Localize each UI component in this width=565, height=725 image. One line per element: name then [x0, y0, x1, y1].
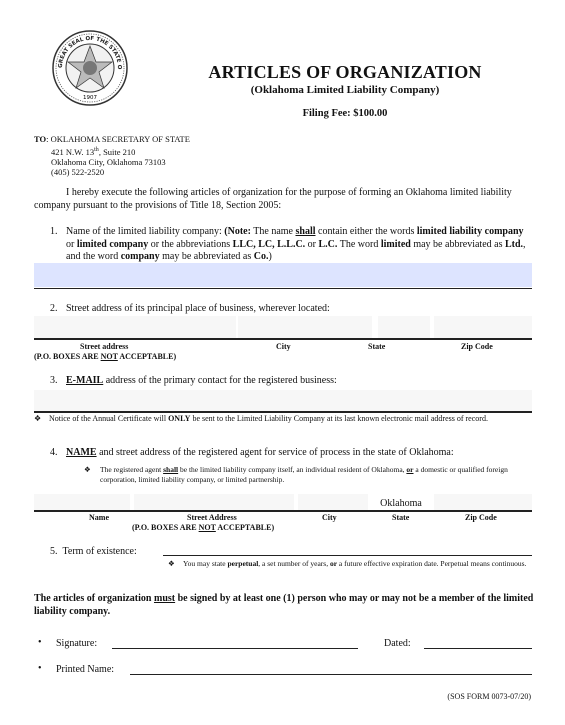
divider — [34, 288, 532, 289]
dated-label: Dated: — [384, 638, 411, 649]
seal-text: GREAT SEAL OF THE STATE O — [57, 35, 123, 70]
principal-state-input[interactable] — [378, 316, 430, 338]
term-input-line[interactable] — [163, 555, 532, 556]
bullet-icon: ❖ — [34, 414, 42, 423]
item-term-of-existence: 5. Term of existence: — [50, 546, 137, 557]
principal-city-input[interactable] — [238, 316, 372, 338]
printed-name-label: Printed Name: — [56, 664, 115, 675]
po-box-note: (P.O. BOXES ARE NOT ACCEPTABLE) — [34, 352, 177, 361]
form-title: ARTICLES OF ORGANIZATION — [208, 62, 482, 82]
col-city: City — [322, 513, 337, 522]
bullet-icon: • — [38, 637, 42, 648]
bullet-icon: ❖ — [168, 559, 175, 568]
agent-name-input[interactable] — [34, 494, 130, 510]
to-label: TO — [34, 134, 47, 144]
divider — [34, 510, 532, 512]
divider — [34, 411, 532, 413]
agent-zip-input[interactable] — [434, 494, 532, 510]
form-number: (SOS FORM 0073-07/20) — [447, 692, 531, 701]
col-name: Name — [89, 513, 109, 522]
signature-label: Signature: — [56, 638, 98, 649]
agent-state-value[interactable]: Oklahoma — [380, 498, 422, 509]
seal-year: 1907 — [83, 95, 97, 101]
term-note: ❖ You may state perpetual, a set number of years, or a future effective expiration date. Perpetual means continuous. — [168, 559, 527, 568]
col-state: State — [392, 513, 410, 522]
agent-street-input[interactable] — [134, 494, 294, 510]
bullet-icon: ❖ — [84, 465, 91, 474]
state-seal — [52, 30, 128, 106]
signature-requirement: The articles of organization must be signed by at least one (1) person who may or may not be a member of the limited liability company. — [34, 593, 534, 617]
form-subtitle: (Oklahoma Limited Liability Company) — [250, 84, 440, 96]
col-zip: Zip Code — [461, 342, 493, 351]
dated-input-line[interactable] — [424, 648, 532, 649]
col-zip: Zip Code — [465, 513, 497, 522]
item-principal-address: 2. Street address of its principal place of business, wherever located: — [50, 303, 330, 314]
col-state: State — [368, 342, 386, 351]
filing-fee: Filing Fee: $100.00 — [302, 108, 388, 119]
col-street-address: Street Address — [187, 513, 237, 522]
signature-input-line[interactable] — [112, 648, 358, 649]
llc-name-input[interactable] — [34, 263, 532, 287]
registered-agent-note: ❖ The registered agent shall be the limited liability company itself, an individual resident of Oklahoma, or a domestic or qualified foreign corporation, limited liability company, or limited partnership. — [84, 465, 508, 484]
email-input[interactable] — [34, 390, 532, 411]
item-llc-name: 1. Name of the limited liability company: (Note: The name shall contain either the words limited liability company or limited company or the abbreviations LLC, LC, L.L.C. or L.C. The word limited may be abbreviated as Ltd., and the word company may be abbreviated as Co.) — [50, 226, 526, 262]
principal-zip-input[interactable] — [434, 316, 532, 338]
po-box-note: (P.O. BOXES ARE NOT ACCEPTABLE) — [132, 523, 275, 532]
recipient-address: TO: OKLAHOMA SECRETARY OF STATE 421 N.W. 13th, Suite 210 Oklahoma City, Oklahoma 73103 (405) 522-2520 — [34, 134, 190, 178]
divider — [34, 338, 532, 340]
item-email: 3. E-MAIL address of the primary contact for the registered business: — [50, 375, 337, 386]
col-street-address: Street address — [80, 342, 129, 351]
agent-city-input[interactable] — [298, 494, 368, 510]
bullet-icon: • — [38, 663, 42, 674]
item-registered-agent: 4. NAME and street address of the registered agent for service of process in the state of Oklahoma: — [50, 447, 454, 458]
principal-street-input[interactable] — [34, 316, 236, 338]
intro-paragraph: I hereby execute the following articles of organization for the purpose of forming an Oklahoma limited liability company pursuant to the provisions of Title 18, Section 2005: — [34, 187, 512, 211]
printed-name-input-line[interactable] — [130, 674, 532, 675]
col-city: City — [276, 342, 291, 351]
annual-certificate-notice: ❖ Notice of the Annual Certificate will ONLY be sent to the Limited Liability Company at its last known electronic mail address of record. — [34, 414, 488, 423]
